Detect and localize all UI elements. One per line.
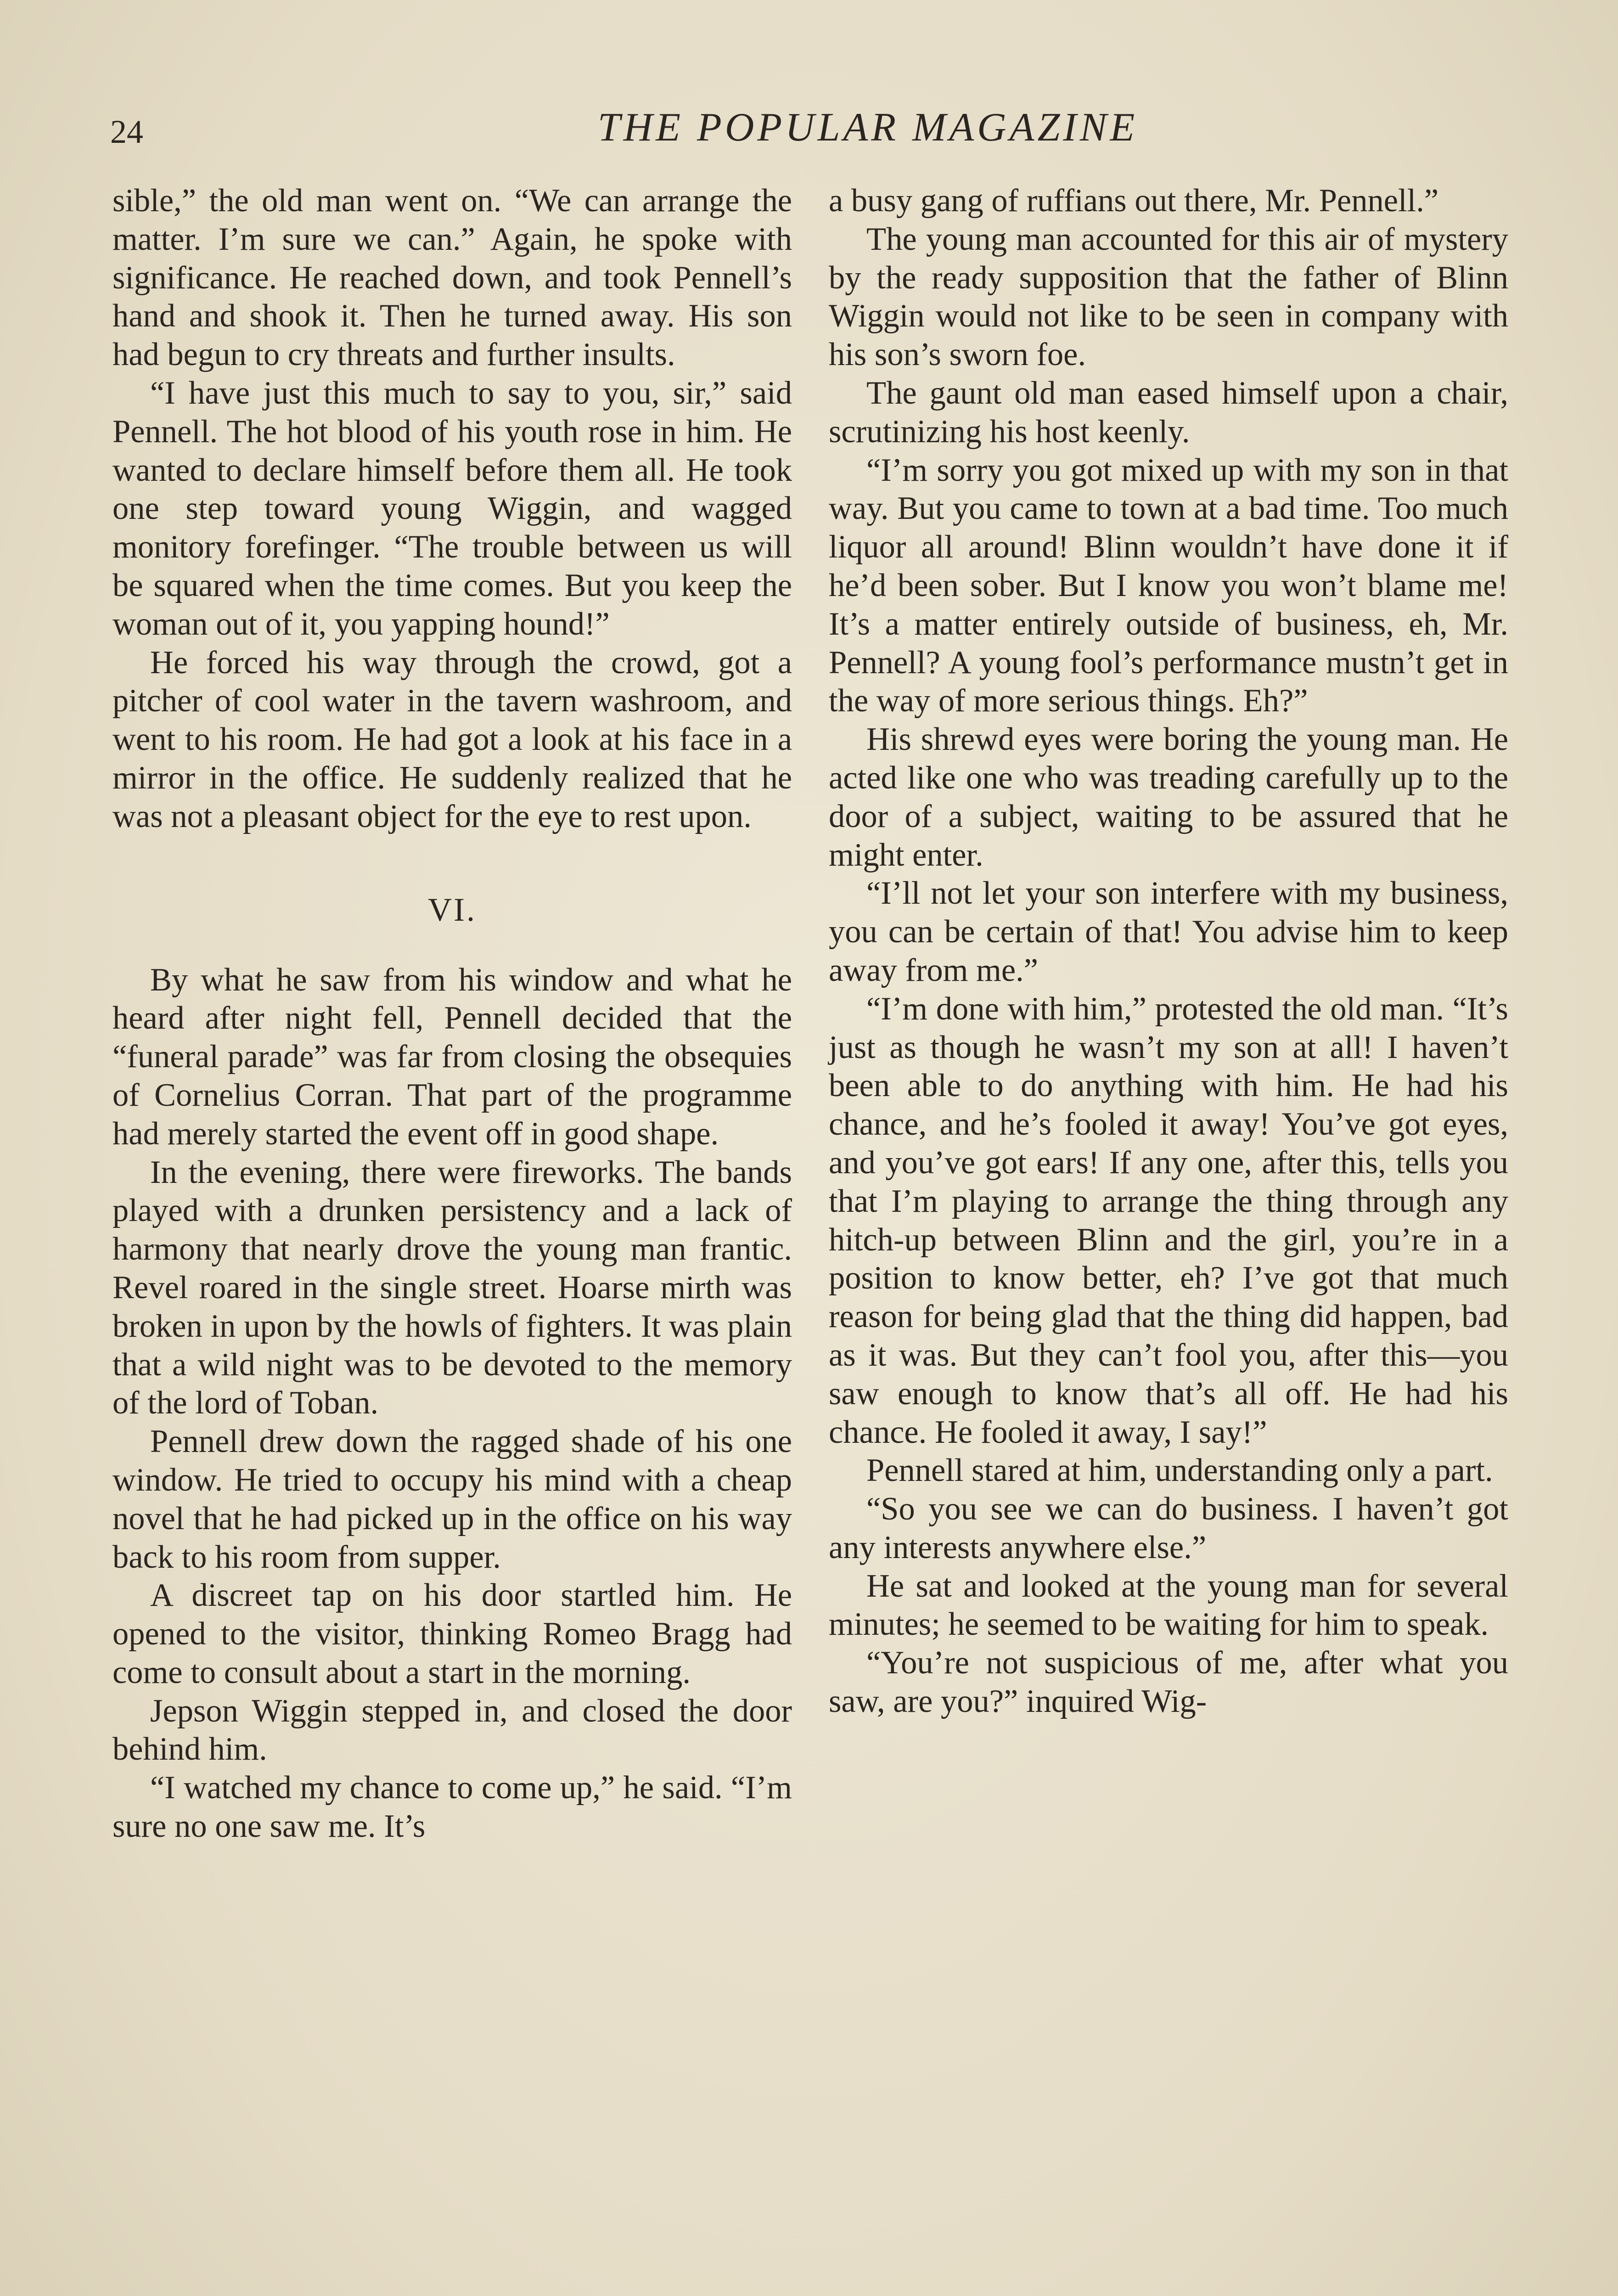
page-header [110, 99, 1506, 154]
paragraph: “I’m done with him,” protested the old man. “It’s just as though he wasn’t my son at all! I haven’t been able to do anything with him. He had his chance, and he’s fooled it away! You’ve got eyes, and you’ve got ears! If any one, after this, tells you that I’m playing to arrange the thing through any hitch-up between Blinn and the girl, you’re in a position to know better, eh? I’ve got that much reason for being glad that the thing did happen, bad as it was. But they can’t fool you, after this—you saw enough to know that’s all off. He had his chance. He fooled it away, I say!” [829, 990, 1508, 1450]
left-column [112, 182, 792, 1846]
paragraph: By what he saw from his window and what he heard after night fell, Pennell decided that the “funeral parade” was far from closing the obsequies of Cornelius Corran. That part of the programme had merely started the event off in good shape. [112, 962, 792, 1152]
paragraph: “I watched my chance to come up,” he said. “I’m sure no one saw me. It’s [112, 1770, 792, 1845]
running-title: THE POPULAR MAGAZINE [597, 105, 1138, 150]
paragraph: sible,” the old man went on. “We can arrange the matter. I’m sure we can.” Again, he spoke with significance. He reached down, and took Pennell’s hand and shook it. Then he turned away. His son had begun to cry threats and further insults. [112, 183, 792, 373]
paragraph: “I have just this much to say to you, sir,” said Pennell. The hot blood of his youth rose in him. He wanted to declare himself before them all. He took one step toward young Wiggin, and wagged monitory forefinger. “The trouble between us will be squared when the time comes. But you keep the woman out of it, you yapping hound!” [112, 375, 792, 642]
paragraph: A discreet tap on his door startled him. He opened to the visitor, thinking Romeo Bragg had come to consult about a start in the morning. [112, 1577, 792, 1690]
paragraph: In the evening, there were fireworks. The bands played with a drunken persistency and a lack of harmony that nearly drove the young man frantic. Revel roared in the single street. Hoarse mirth was broken in upon by the howls of fighters. It was plain that a wild night was to be devoted to the memory of the lord of Toban. [112, 1154, 792, 1421]
paragraph: The young man accounted for this air of mystery by the ready supposition that the father of Blinn Wiggin would not like to be seen in company with his son’s sworn foe. [829, 221, 1508, 373]
paragraph: “I’m sorry you got mixed up with my son in that way. But you came to town at a bad time. Too much liquor all around! Blinn wouldn’t have done it if he’d been sober. But I know you won’t blame me! It’s a matter entirely outside of business, eh, Mr. Pennell? A young fool’s performance mustn’t get in the way of more serious things. Eh?” [829, 452, 1508, 719]
section-heading: VI. [428, 891, 477, 928]
right-column [829, 182, 1508, 1721]
paragraph: He sat and looked at the young man for several minutes; he seemed to be waiting for him to speak. [829, 1568, 1508, 1643]
paragraph: The gaunt old man eased himself upon a chair, scrutinizing his host keenly. [829, 375, 1508, 450]
paragraph: “You’re not suspicious of me, after what you saw, are you?” inquired Wig- [829, 1645, 1508, 1720]
paragraph: His shrewd eyes were boring the young man. He acted like one who was treading carefully up to the door of a subject, waiting to be assured that he might enter. [829, 721, 1508, 873]
paragraph: Jepson Wiggin stepped in, and closed the door behind him. [112, 1693, 792, 1767]
paragraph: Pennell drew down the ragged shade of his one window. He tried to occupy his mind with a cheap novel that he had picked up in the office on his way back to his room from supper. [112, 1424, 792, 1575]
paragraph: “So you see we can do business. I haven’t got any interests anywhere else.” [829, 1491, 1508, 1565]
page-number: 24 [110, 113, 143, 150]
paragraph: Pennell stared at him, understanding only a part. [866, 1452, 1493, 1489]
paragraph: He forced his way through the crowd, got a pitcher of cool water in the tavern washroom, and went to his room. He had got a look at his face in a mirror in the office. He suddenly realized that he was not a pleasant object for the eye to rest upon. [112, 644, 792, 834]
paragraph: “I’ll not let your son interfere with my business, you can be certain of that! You advise him to keep away from me.” [829, 875, 1508, 988]
paragraph: a busy gang of ruffians out there, Mr. Pennell.” [829, 183, 1439, 219]
